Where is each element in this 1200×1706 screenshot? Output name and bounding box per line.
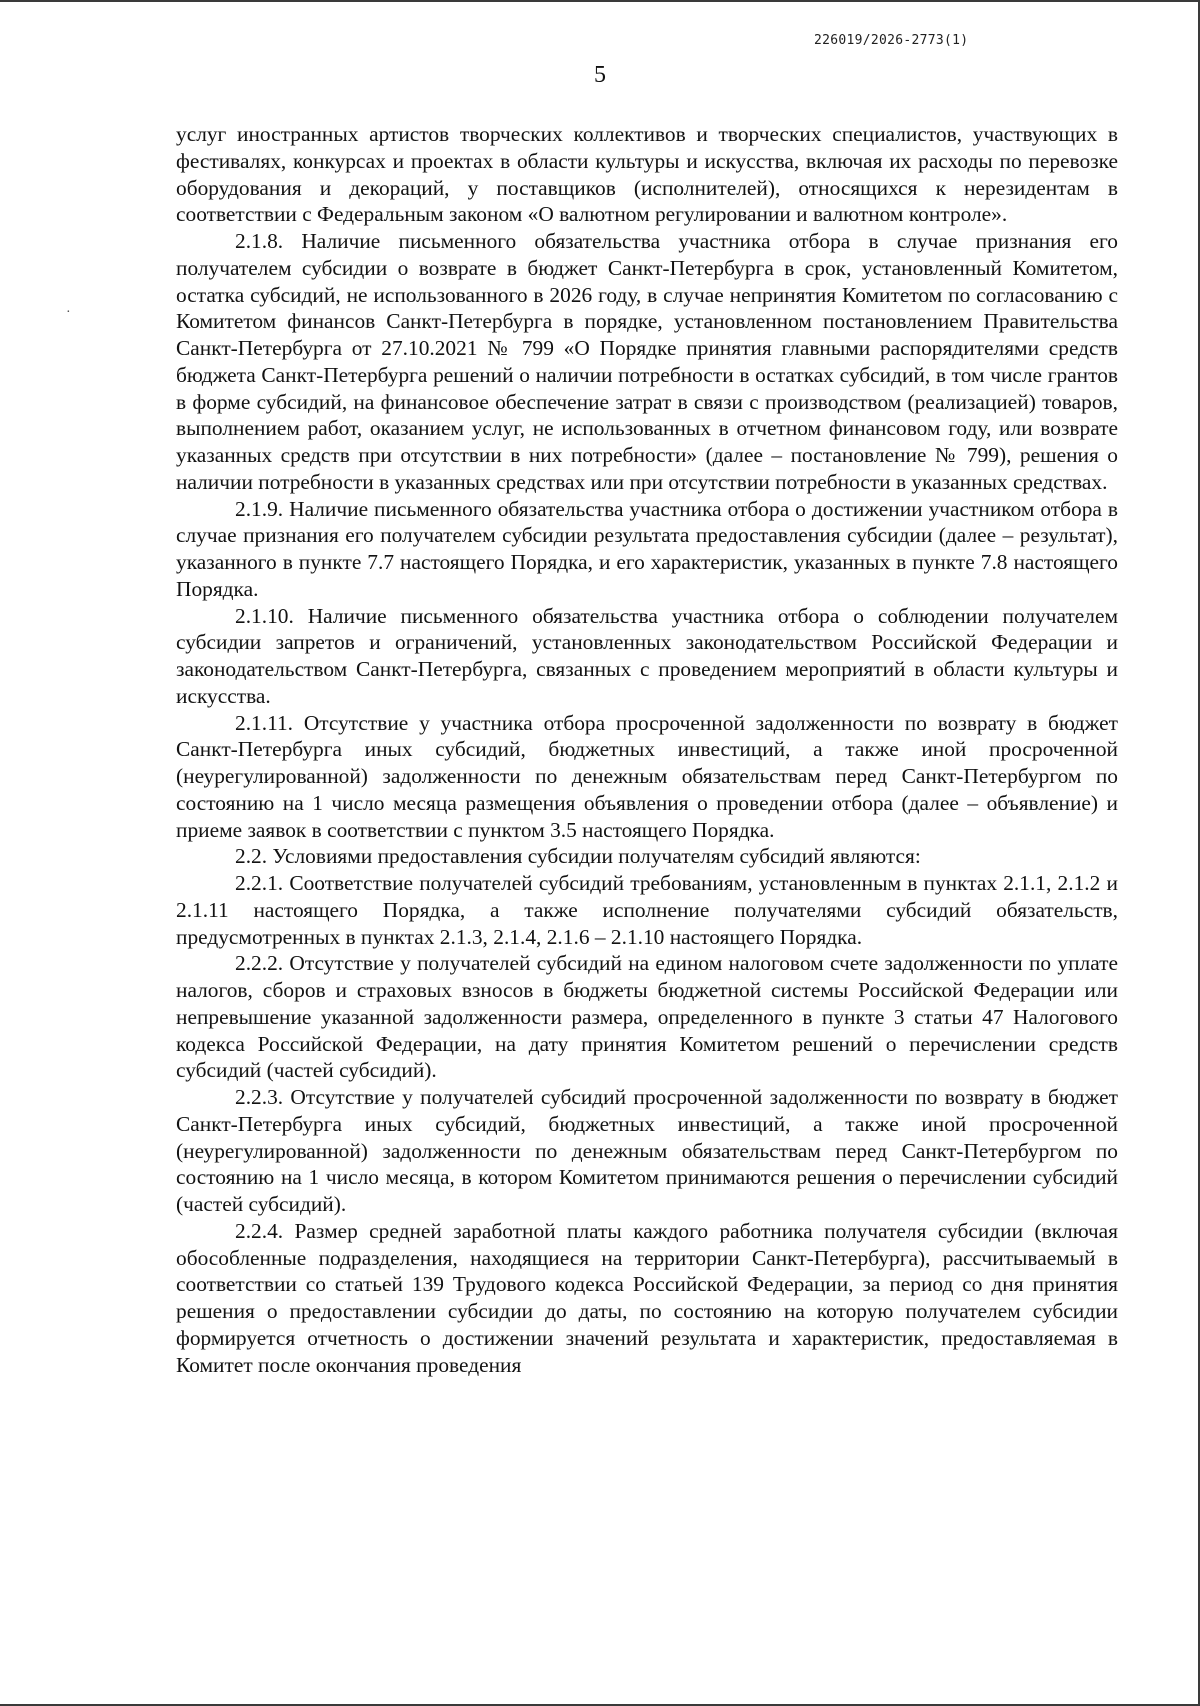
paragraph-2-2-1: 2.2.1. Соответствие получателей субсидий требованиям, установленным в пунктах 2.1.1, 2.1.2 и 2.1.11 настоящего Порядка, а также исполнение получателями субсидий обязательств, предусмотренных в пунктах 2.1.3, 2.1.4, 2.1.6 – 2.1.10 настоящего Порядка. bbox=[176, 871, 1118, 949]
registration-number: 226019/2026-2773(1) bbox=[814, 33, 969, 48]
page-number: 5 bbox=[594, 62, 606, 88]
paragraph-2-1-9: 2.1.9. Наличие письменного обязательства участника отбора о достижении участником отбора в случае признания его получателем субсидии результата предоставления субсидии (далее – результат), указанного в пункте 7.7 настоящего Порядка, и его характеристик, указанных в пункте 7.8 настоящего Порядка. bbox=[176, 496, 1118, 601]
paragraph-2-1-8: 2.1.8. Наличие письменного обязательства участника отбора в случае признания его получателем субсидии о возврате в бюджет Санкт-Петербурга в срок, установленный Комитетом, остатка субсидий, не использованного в 2026 году, в случае непринятия Комитетом по согласованию с Комитетом финансов Санкт-Петербурга в порядке, установленном постановлением Правительства Санкт-Петербурга от 27.10.2021 № 799 «О Порядке принятия главными распорядителями средств бюджета Санкт-Петербурга решений о наличии потребности в остатках субсидий, в том числе грантов в форме субсидий, на финансовое обеспечение затрат в связи с производством (реализацией) товаров, выполнением работ, оказанием услуг, не использованных в отчетном финансовом году, или возврате указанных средств при отсутствии в них потребности» (далее – постановление № 799), решения о наличии потребности в указанных средствах или при отсутствии потребности в указанных средствах. bbox=[176, 229, 1118, 494]
document-body bbox=[176, 121, 1118, 1378]
paragraph-2-1-10: 2.1.10. Наличие письменного обязательства участника отбора о соблюдении получателем субсидии запретов и ограничений, установленных законодательством Российской Федерации и законодательством Санкт-Петербурга, связанных с проведением мероприятий в области культуры и искусства. bbox=[176, 603, 1118, 708]
paragraph-2-2-3: 2.2.3. Отсутствие у получателей субсидий просроченной задолженности по возврату в бюджет Санкт-Петербурга иных субсидий, бюджетных инвестиций, а также иной просроченной (неурегулированной) задолженности по денежным обязательствам перед Санкт-Петербургом по состоянию на 1 число месяца, в котором Комитетом принимаются решения о перечислении субсидий (частей субсидий). bbox=[176, 1085, 1118, 1216]
scan-edge-top bbox=[0, 0, 1200, 2]
paragraph-2-2-4: 2.2.4. Размер средней заработной платы каждого работника получателя субсидии (включая обособленные подразделения, находящиеся на территории Санкт-Петербурга), рассчитываемый в соответствии со статьей 139 Трудового кодекса Российской Федерации, за период со дня принятия решения о предоставлении субсидии до даты, по состоянию на которую получателем субсидии формируется отчетность о достижении значений результата и характеристик, предоставляемая в Комитет после окончания проведения bbox=[176, 1218, 1118, 1377]
paragraph-continuation: услуг иностранных артистов творческих коллективов и творческих специалистов, участвующих в фестивалях, конкурсах и проектах в области культуры и искусства, включая их расходы по перевозке оборудования и декораций, у поставщиков (исполнителей), относящихся к нерезидентам в соответствии с Федеральным законом «О валютном регулировании и валютном контроле». bbox=[176, 122, 1118, 227]
paragraph-2-2: 2.2. Условиями предоставления субсидии получателям субсидий являются: bbox=[235, 844, 921, 869]
paragraph-2-2-2: 2.2.2. Отсутствие у получателей субсидий на едином налоговом счете задолженности по уплате налогов, сборов и страховых взносов в бюджеты бюджетной системы Российской Федерации или непревышение указанной задолженности размера, определенного в пункте 3 статьи 47 Налогового кодекса Российской Федерации, на дату принятия Комитетом решений о перечислении средств субсидий (частей субсидий). bbox=[176, 951, 1118, 1083]
scan-artifact-mark: · bbox=[66, 305, 71, 320]
paragraph-2-1-11: 2.1.11. Отсутствие у участника отбора просроченной задолженности по возврату в бюджет Санкт-Петербурга иных субсидий, бюджетных инвестиций, а также иной просроченной (неурегулированной) задолженности по денежным обязательствам перед Санкт-Петербургом по состоянию на 1 число месяца размещения объявления о проведении отбора (далее – объявление) и приеме заявок в соответствии с пунктом 3.5 настоящего Порядка. bbox=[176, 710, 1118, 842]
